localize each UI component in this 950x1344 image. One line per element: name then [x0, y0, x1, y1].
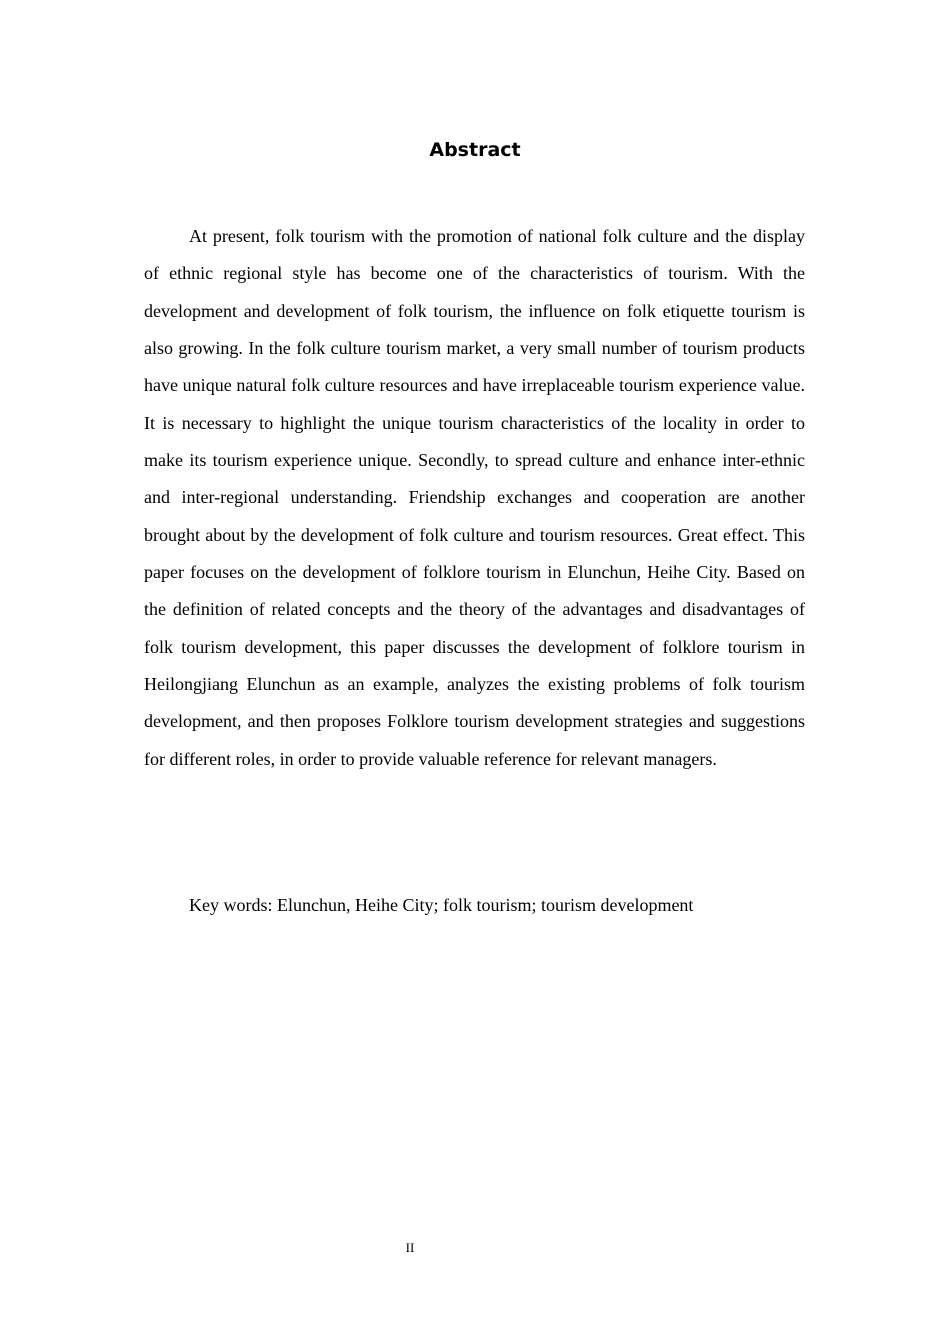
page-number: II	[405, 1240, 415, 1255]
abstract-heading: Abstract	[429, 139, 521, 161]
abstract-body: At present, folk tourism with the promotion of national folk culture and the display of ethnic regional style has become one of the characteristics of tourism. With the development and development of folk tourism, the influence on folk etiquette tourism is also growing. In the folk culture tourism market, a very small number of tourism products have unique natural folk culture resources and have irreplaceable tourism experience value. It is necessary to highlight the unique tourism characteristics of the locality in order to make its tourism experience unique. Secondly, to spread culture and enhance inter-ethnic and inter-regional understanding. Friendship exchanges and cooperation are another brought about by the development of folk culture and tourism resources. Great effect. This paper focuses on the development of folklore tourism in Elunchun, Heihe City. Based on the definition of related concepts and the theory of the advantages and disadvantages of folk tourism development, this paper discusses the development of folklore tourism in Heilongjiang Elunchun as an example, analyzes the existing problems of folk tourism development, and then proposes Folklore tourism development strategies and suggestions for different roles, in order to provide valuable reference for relevant managers.	[144, 226, 805, 769]
keywords-line: Key words: Elunchun, Heihe City; folk tourism; tourism development	[189, 895, 694, 915]
